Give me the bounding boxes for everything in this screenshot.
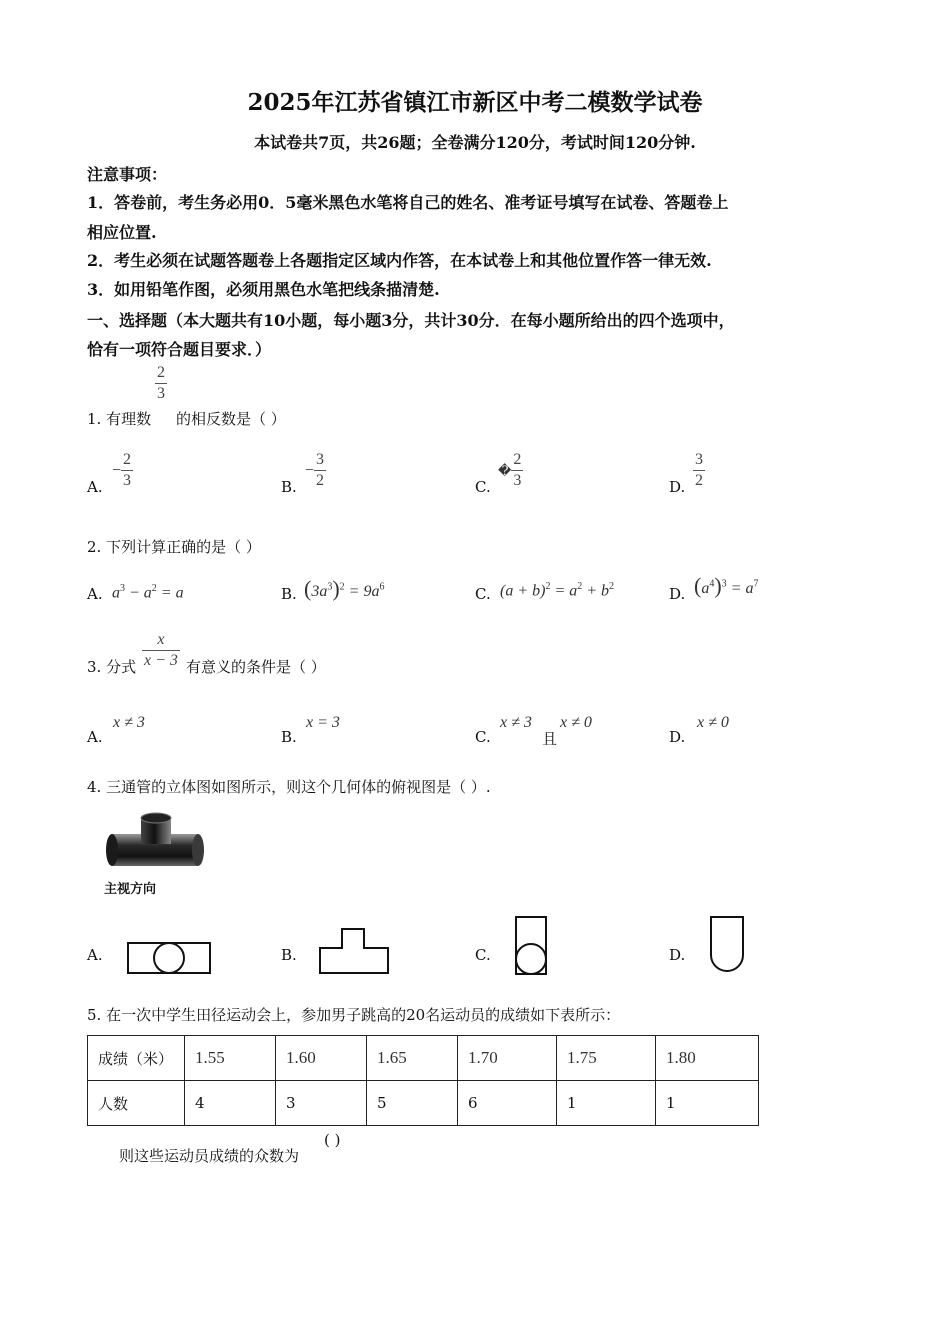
q3-prefix: 3. 分式 [87, 658, 137, 676]
q3-option-b: x = 3 [306, 714, 340, 731]
q4-option-c-label: C. [475, 946, 491, 964]
q4-option-d-figure [707, 915, 747, 977]
q4-stem: 4. 三通管的立体图如图所示，则这个几何体的俯视图是（ ）. [87, 778, 491, 796]
q4-option-d-label: D. [669, 946, 686, 964]
q1-option-b-sign: − [305, 462, 315, 479]
q4-option-a-figure [126, 940, 212, 976]
q3-frac-num: x [142, 630, 180, 651]
q1-prefix: 1. 有理数 [87, 410, 152, 428]
q1-option-b [305, 450, 326, 491]
table-header-grade: 成绩（米） [88, 1036, 185, 1081]
page-subtitle: 本试卷共7页，共26题；全卷满分120分，考试时间120分钟. [254, 133, 696, 152]
q5-stem: 5. 在一次中学生田径运动会上，参加男子跳高的20名运动员的成绩如下表所示： [87, 1006, 621, 1024]
note-item-1-cont: 相应位置. [87, 223, 157, 242]
table-cell: 1.60 [276, 1036, 367, 1081]
q3-frac-den: x − 3 [144, 652, 178, 669]
q5-answer-bracket: ( ) [324, 1131, 341, 1149]
q3-suffix: 有意义的条件是（ ） [186, 658, 326, 676]
section-heading: 一、选择题（本大题共有10小题，每小题3分，共计30分．在每小题所给出的四个选项中， [87, 311, 735, 330]
q2-option-c-label: C. [475, 585, 491, 603]
q4-option-b-figure [318, 926, 392, 976]
section-heading-cont: 恰有一项符合题目要求．） [87, 340, 272, 359]
q1-option-c-label: C. [475, 478, 491, 496]
q1-frac-den: 3 [157, 385, 165, 402]
q2-option-c: $(a + b)^2 = a^2 + b^2$ [500, 581, 615, 600]
q2-option-a-label: A. [87, 585, 103, 603]
jump-results-table [87, 1035, 759, 1126]
q3-option-d: x ≠ 0 [697, 714, 729, 731]
q1-option-c-num: 2 [511, 450, 523, 471]
table-row [88, 1036, 759, 1081]
q3-option-d-label: D. [669, 728, 686, 746]
q1-option-b-den: 2 [316, 472, 325, 489]
table-cell: 6 [458, 1081, 557, 1126]
q1-option-c-den: 3 [513, 472, 522, 489]
q3-fraction [142, 630, 180, 671]
page-title: 2025年江苏省镇江市新区中考二模数学试卷 [247, 89, 703, 116]
view-direction-caption: 主视方向 [104, 882, 157, 897]
q1-option-a-label: A. [87, 478, 103, 496]
q4-option-c-figure [513, 915, 549, 977]
table-row [88, 1081, 759, 1126]
table-cell: 1.80 [656, 1036, 759, 1081]
q1-option-a [112, 450, 133, 491]
notes-heading: 注意事项： [87, 165, 168, 184]
q1-option-a-num: 2 [121, 450, 133, 471]
q1-frac-num: 2 [155, 363, 167, 384]
q3-option-a: x ≠ 3 [113, 714, 145, 731]
q5-question: 则这些运动员成绩的众数为 [119, 1147, 300, 1165]
q3-option-c-and: 且 [542, 730, 558, 748]
table-cell: 1 [557, 1081, 656, 1126]
q1-option-d [693, 450, 705, 491]
q1-option-b-num: 3 [314, 450, 326, 471]
q4-option-b-label: B. [281, 946, 297, 964]
q2-option-b: $(3a^3)^2 = 9a^6$ [304, 576, 385, 601]
table-cell: 1.65 [367, 1036, 458, 1081]
table-cell: 1.55 [185, 1036, 276, 1081]
q3-option-a-label: A. [87, 728, 103, 746]
q1-option-a-sign: − [112, 462, 122, 479]
q2-option-d: $(a^4)^3 = a^7$ [694, 573, 759, 598]
q2-option-b-label: B. [281, 585, 297, 603]
q1-option-c [498, 450, 523, 491]
q3-option-c-part1: x ≠ 3 [500, 714, 532, 731]
note-item-2: 2．考生必须在试题答题卷上各题指定区域内作答，在本试卷上和其他位置作答一律无效. [87, 251, 712, 270]
q2-option-d-label: D. [669, 585, 686, 603]
q3-option-b-label: B. [281, 728, 297, 746]
q1-option-c-sign: � [498, 463, 512, 478]
q3-option-c-part2: x ≠ 0 [560, 714, 592, 731]
q1-option-d-label: D. [669, 478, 686, 496]
table-cell: 1.75 [557, 1036, 656, 1081]
q1-option-d-den: 2 [695, 472, 703, 489]
table-cell: 5 [367, 1081, 458, 1126]
q4-option-a-label: A. [87, 946, 103, 964]
q1-suffix: 的相反数是（ ） [176, 410, 286, 428]
table-cell: 3 [276, 1081, 367, 1126]
tee-pipe-illustration [104, 812, 208, 884]
note-item-3: 3．如用铅笔作图，必须用黑色水笔把线条描清楚. [87, 280, 440, 299]
q1-fraction [155, 363, 167, 404]
q2-stem: 2. 下列计算正确的是（ ） [87, 538, 261, 556]
q1-option-b-label: B. [281, 478, 297, 496]
table-cell: 1 [656, 1081, 759, 1126]
q2-option-a: $a^3 - a^2 = a$ [112, 583, 184, 602]
table-header-count: 人数 [88, 1081, 185, 1126]
note-item-1: 1．答卷前，考生务必用0．5毫米黑色水笔将自己的姓名、准考证号填写在试卷、答题卷上 [87, 193, 729, 212]
table-cell: 4 [185, 1081, 276, 1126]
table-cell: 1.70 [458, 1036, 557, 1081]
q1-option-a-den: 3 [123, 472, 132, 489]
q1-option-d-num: 3 [693, 450, 705, 471]
q3-option-c-label: C. [475, 728, 491, 746]
